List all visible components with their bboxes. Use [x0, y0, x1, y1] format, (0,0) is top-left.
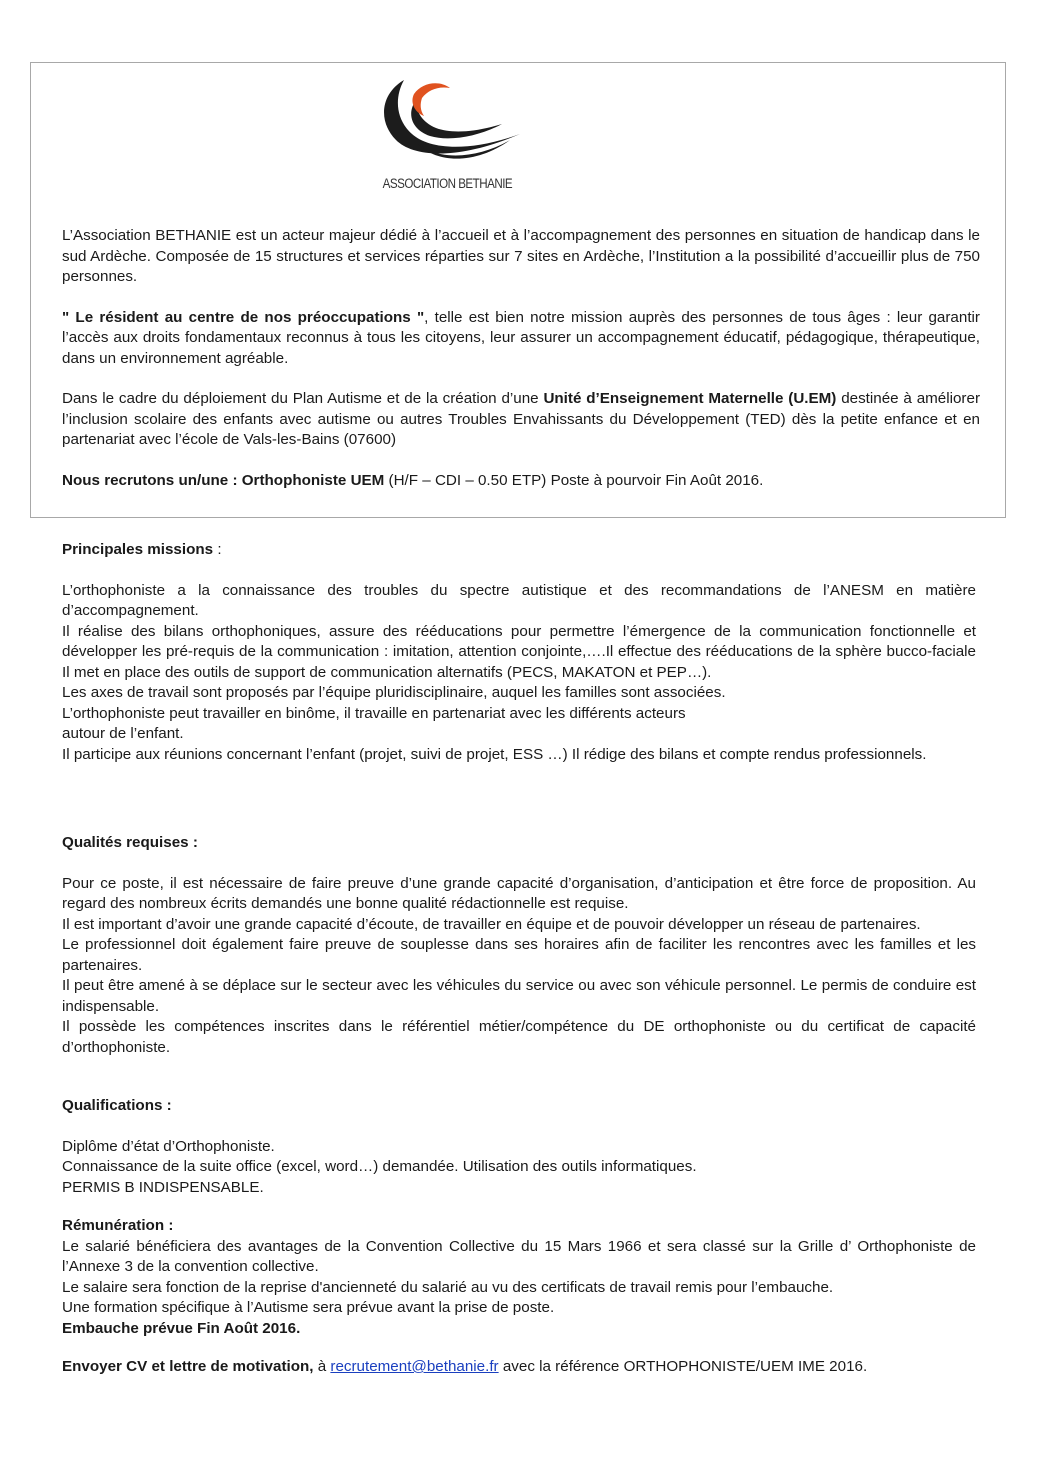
qualifications-title: Qualifications : — [62, 1097, 172, 1114]
qualites-section — [62, 833, 976, 1058]
qualite-line: Il possède les compétences inscrites dans le référentiel métier/compétence du DE orthophoniste ou du certificat de capacité d’orthophoniste. — [62, 1018, 976, 1056]
bethanie-swoosh-icon — [370, 74, 550, 174]
remuneration-line: Le salaire sera fonction de la reprise d'ancienneté du salarié au vu des certificats de travail remis pour l’embauche. — [62, 1278, 834, 1296]
intro-paragraph-3: Dans le cadre du déploiement du Plan Autisme et de la création d’une Unité d’Enseignement Maternelle (U.EM) destinée à améliorer l’inclusion scolaire des enfants avec autisme ou autres Troubles Envahissants du Développement (TED) dès la petite enfance et en partenariat avec l’école de Vals-les-Bains (07600) — [62, 390, 980, 448]
association-logo — [370, 74, 550, 204]
hire-date: Embauche prévue Fin Août 2016. — [62, 1319, 301, 1337]
qualifications-section — [62, 1096, 976, 1198]
remuneration-section — [62, 1216, 976, 1339]
qualite-line: Il peut être amené à se déplace sur le secteur avec les véhicules du service ou avec son véhicule personnel. Le permis de conduire est indispensable. — [62, 977, 976, 1015]
qualite-line: Le professionnel doit également faire preuve de souplesse dans ses horaires afin de faciliter les rencontres avec les familles et les partenaires. — [62, 936, 976, 974]
mission-line: L’orthophoniste a la connaissance des troubles du spectre autistique et des recommandations de l’ANESM en matière d’accompagnement. — [62, 581, 976, 619]
qualification-line: PERMIS B INDISPENSABLE. — [62, 1178, 264, 1196]
missions-section — [62, 540, 976, 765]
remuneration-line: Le salarié bénéficiera des avantages de la Convention Collective du 15 Mars 1966 et sera classé sur la Grille d’ Orthophoniste de l’Annexe 3 de la convention collective. — [62, 1237, 976, 1275]
mission-line: autour de l’enfant. — [62, 725, 184, 742]
mission-line: Il réalise des bilans orthophoniques, assure des rééducations pour permettre l’émergence de la communication fonctionnelle et développer les pré-requis de la communication : imitation, attention conjointe,….Il effectue des rééducations de la sphère bucco-faciale Il met en place des outils de support de communication alternatifs (PECS, MAKATON et PEP…). — [62, 622, 976, 681]
recruit-line: Nous recrutons un/une : Orthophoniste UEM (H/F – CDI – 0.50 ETP) Poste à pourvoir Fin Août 2016. — [62, 471, 764, 489]
intro-paragraph-2: " Le résident au centre de nos préoccupations ", telle est bien notre mission auprès des personnes de tous âges : leur garantir l’accès aux droits fondamentaux reconnus à tous les citoyens, leur assurer un accompagnement éducatif, pédagogique, thérapeutique, dans un environnement agréable. — [62, 308, 980, 367]
qualites-title: Qualités requises : — [62, 834, 198, 851]
remuneration-title: Rémunération : — [62, 1217, 174, 1234]
mission-line: L’orthophoniste peut travailler en binôme, il travaille en partenariat avec les différents acteurs — [62, 704, 686, 722]
contact-line: Envoyer CV et lettre de motivation, à recrutement@bethanie.fr avec la référence ORTHOPHONISTE/UEM IME 2016. — [62, 1358, 868, 1375]
contact-section — [62, 1357, 942, 1378]
mission-line: Les axes de travail sont proposés par l’équipe pluridisciplinaire, auquel les familles sont associées. — [62, 684, 726, 701]
logo-text: ASSOCIATION BETHANIE — [382, 176, 513, 191]
intro-paragraph-1: L’Association BETHANIE est un acteur majeur dédié à l’accueil et à l’accompagnement des personnes en situation de handicap dans le sud Ardèche. Composée de 15 structures et services réparties sur 7 sites en Ardèche, l’Institution a la possibilité d’accueillir plus de 750 personnes. — [62, 227, 980, 285]
remuneration-line: Une formation spécifique à l’Autisme sera prévue avant la prise de poste. — [62, 1299, 555, 1316]
qualite-line: Il est important d’avoir une grande capacité d’écoute, de travailler en équipe et de pouvoir développer un réseau de partenaires. — [62, 915, 921, 933]
motto: " Le résident au centre de nos préoccupations " — [62, 308, 425, 326]
qualification-line: Connaissance de la suite office (excel, word…) demandée. Utilisation des outils informatiques. — [62, 1158, 697, 1175]
intro-text — [62, 226, 980, 491]
missions-title: Principales missions : — [62, 541, 222, 558]
email-link[interactable]: recrutement@bethanie.fr — [330, 1358, 499, 1375]
mission-line: Il participe aux réunions concernant l’enfant (projet, suivi de projet, ESS …) Il rédige des bilans et compte rendus professionnels. — [62, 745, 927, 763]
qualification-line: Diplôme d’état d’Orthophoniste. — [62, 1137, 275, 1155]
qualite-line: Pour ce poste, il est nécessaire de faire preuve d’une grande capacité d’organisation, d’anticipation et être force de proposition. Au regard des nombreux écrits demandés une bonne qualité rédactionnelle est requise. — [62, 874, 976, 912]
